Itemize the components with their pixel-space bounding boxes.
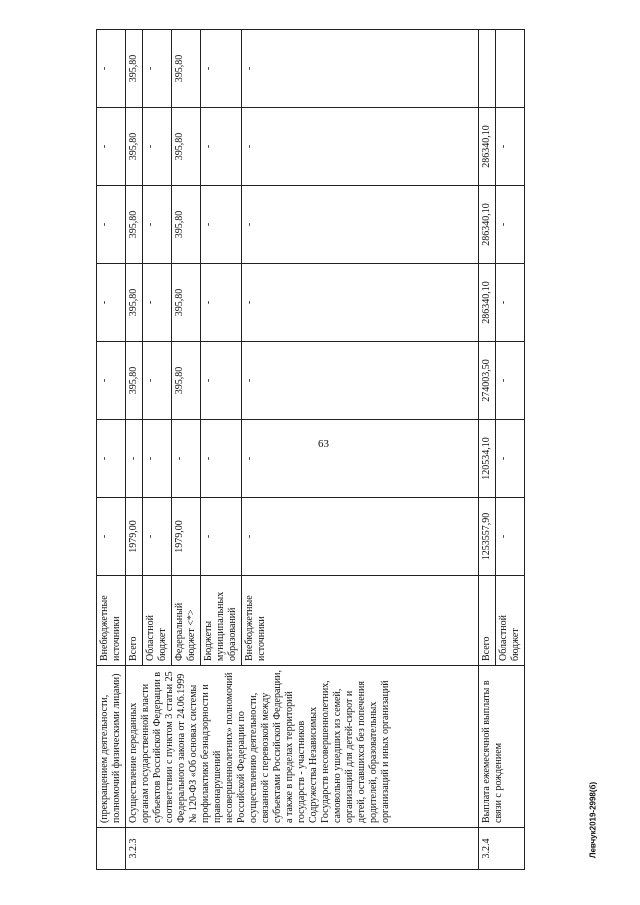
funding-source: Внебюджетные источники — [97, 576, 126, 666]
amount-cell: 1979,00 — [126, 498, 143, 576]
page-number: 63 — [318, 438, 329, 450]
amount-cell: - — [97, 186, 126, 264]
amount-cell: - — [242, 264, 479, 342]
amount-cell — [479, 30, 496, 108]
item-number: 3.2.4 — [479, 828, 525, 870]
amount-cell: 395,80 — [172, 342, 201, 420]
amount-cell: - — [201, 108, 242, 186]
funding-source: Бюджеты муниципальных образований — [201, 576, 242, 666]
amount-cell: 1253557,90 — [479, 498, 496, 576]
amount-cell: - — [97, 108, 126, 186]
amount-cell: - — [172, 420, 201, 498]
amount-cell: - — [97, 420, 126, 498]
amount-cell: - — [201, 498, 242, 576]
funding-source: Внебюджетные источники — [242, 576, 479, 666]
document-code: Левчук2019-2998(б) — [588, 781, 598, 859]
amount-cell: 395,80 — [126, 108, 143, 186]
amount-cell: - — [496, 186, 525, 264]
amount-cell: - — [496, 108, 525, 186]
amount-cell: 286340,10 — [479, 108, 496, 186]
amount-cell: - — [143, 342, 172, 420]
amount-cell: 395,80 — [126, 342, 143, 420]
amount-cell: - — [201, 342, 242, 420]
amount-cell: - — [242, 186, 479, 264]
funding-source: Областной бюджет — [143, 576, 172, 666]
amount-cell: 1979,00 — [172, 498, 201, 576]
amount-cell: - — [242, 498, 479, 576]
item-description: (прекращением деятельности, полномочий физическими лицами) — [97, 666, 126, 828]
amount-cell: - — [201, 30, 242, 108]
amount-cell: - — [126, 420, 143, 498]
table-row — [479, 30, 496, 870]
amount-cell: 120534,10 — [479, 420, 496, 498]
table-row — [126, 30, 143, 870]
amount-cell: - — [242, 342, 479, 420]
item-number: 3.2.3 — [126, 828, 479, 870]
table-body — [97, 30, 525, 870]
amount-cell: - — [496, 420, 525, 498]
amount-cell: - — [143, 30, 172, 108]
amount-cell: 395,80 — [172, 30, 201, 108]
amount-cell: - — [201, 420, 242, 498]
amount-cell: - — [143, 420, 172, 498]
amount-cell: - — [143, 498, 172, 576]
amount-cell: 395,80 — [126, 264, 143, 342]
amount-cell: - — [242, 108, 479, 186]
amount-cell: - — [242, 420, 479, 498]
amount-cell: - — [97, 498, 126, 576]
item-number — [97, 828, 126, 870]
amount-cell: - — [97, 342, 126, 420]
amount-cell: 286340,10 — [479, 264, 496, 342]
table-row — [97, 30, 126, 870]
amount-cell: 395,80 — [172, 264, 201, 342]
amount-cell: - — [97, 264, 126, 342]
amount-cell: - — [496, 342, 525, 420]
amount-cell: - — [242, 30, 479, 108]
amount-cell: - — [143, 108, 172, 186]
amount-cell — [496, 30, 525, 108]
budget-table — [96, 29, 525, 870]
amount-cell: - — [143, 186, 172, 264]
amount-cell: - — [97, 30, 126, 108]
funding-source: Всего — [126, 576, 143, 666]
amount-cell: - — [201, 186, 242, 264]
item-description: Выплата ежемесячной выплаты в связи с рождением — [479, 666, 525, 828]
funding-source: Всего — [479, 576, 496, 666]
amount-cell: - — [496, 264, 525, 342]
amount-cell: 286340,10 — [479, 186, 496, 264]
amount-cell: 395,80 — [126, 186, 143, 264]
amount-cell: - — [496, 498, 525, 576]
amount-cell: 274003,50 — [479, 342, 496, 420]
rotated-table-container — [96, 35, 539, 870]
item-description: Осуществление переданных органам государственной власти субъектов Российской Федерации в соответствии с пунктом 3 статьи 25 Федерального закона от 24.06.1999 № 120-ФЗ «Об основах системы профилактики безнадзорности и правонарушений несовершеннолетних» полномочий Российской Федерации по осуществлению деятельности, связанной с перевозкой между субъектами Российской Федерации, а также в пределах территорий государств - участников Содружества Независимых Государств несовершеннолетних, самовольно ушедших из семей, организаций для детей-сирот и детей, оставшихся без попечения родителей, образовательных организаций и иных организаций — [126, 666, 479, 828]
funding-source: Областной бюджет — [496, 576, 525, 666]
amount-cell: 395,80 — [172, 186, 201, 264]
amount-cell: - — [201, 264, 242, 342]
amount-cell: - — [143, 264, 172, 342]
funding-source: Федеральный бюджет <*> — [172, 576, 201, 666]
amount-cell: 395,80 — [172, 108, 201, 186]
amount-cell: 395,80 — [126, 30, 143, 108]
